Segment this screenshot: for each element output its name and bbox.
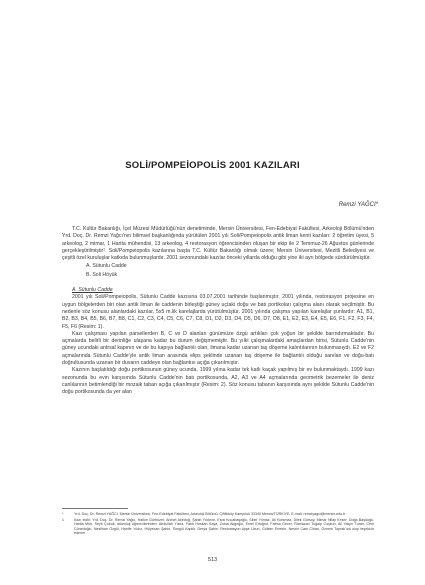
body-text bbox=[62, 226, 374, 397]
footnote-mark: * bbox=[62, 512, 64, 516]
footnotes bbox=[62, 512, 374, 537]
author-name: Remzi YAĞCI* bbox=[338, 202, 378, 208]
footnote-mark: 1 bbox=[62, 517, 64, 522]
footnote bbox=[62, 518, 374, 536]
list-item: B. Soli Höyük bbox=[86, 271, 118, 278]
paragraph: Kazı çalışması yapılan parsellerden B, C ve D alanları günümüze özgü artıkları çok yoğun bir şekilde barındırmaktadır. Bu açmalarda belirli bir derinliğe ulaşana kadar bu durum değişmemiştir. Bu yılki çalışmalardaki amaçlardan birisi, Sütunlu Cadde'nin güney ucundaki antrsal kapının ve de bu kapıya bağlantılı olan, limana kadar uzanan taş döşeme kalıntılarının bulunmasıydı. E2 ve F2 açmalarında Sütunlu Cadde'yle antik liman arasında elips şeklinde uzanan taş döşeme ile bağlantılı olduğu sanılan ve doğu-batı doğrultusunda uzanan bir duvarın caddeye olan bağlantısı açığa çıkarılmıştır. bbox=[62, 330, 374, 367]
list-item: A. Sütunlu Cadde bbox=[86, 263, 127, 270]
footnote-text: Yrd. Doç. Dr. Remzi YAĞCI, Mersin Üniversitesi, Fen-Edebiyat Fakültesi, Arkeoloji Bölümü, Çiftlikköy Kampüsü 33340 Mersin/TÜRKİYE. E-mail: remziyagci@mersin.edu.tr bbox=[74, 512, 346, 516]
page-title: SOLİ/POMPEİOPOLİS 2001 KAZILARI bbox=[125, 160, 300, 171]
paragraph: T.C. Kültür Bakanlığı, İçel Müzesi Müdürlüğü'nün denetiminde, Mersin Üniversitesi, Fen-Edebiyat Fakültesi, Arkeoloji Bölümü'nden Yrd. Doç. Dr. Remzi Yağcı'nın bilimsel başkanlığında yürütülen 2001 yılı Soli/Pompeiopolis antik liman kenti kazıları: 2 öğretim üyesi, 5 arkeolog, 2 mimar, 1 Harita mühendisi, 13 arkeolog, 4 restorasyon öğrencisinden oluşan bir ekip ile 2 Temmuz-26 Ağustos günlerinde gerçekleştirilmiştir¹. Soli/Pompeiopolis kazılarına başta T.C. Kültür Bakanlığı olmak üzere; Mersin Üniversitesi, Mezitli Belediyesi ve çeşitli özel kuruluşlar katkıda bulunmuşlardır. 2001 sezonundaki kazılar önceki yıllarda olduğu gibi yine iki ayrı bölgede sürdürülmüştür. bbox=[62, 226, 374, 262]
footnote-text: Kazı ekibi: Yrd. Doç. Dr. Remzi Yağcı, Hatice Gürbüzer, Ahmet Akedoğ, Şahin Yıldırım, Esra Kocabaşoğlu, Sibel Yılmaz, Ali Korkmaz, Dilek Gürsoy, Mimar Nilay Keser, Doğa Başdoğu, Harita Müh. Seyit Çubuk, arkeoloji öğrencilerinden: Abdullah Yıldız, Fatih Hoskan Kaya, Zuhal Akgoğlu, Emel Ertuğrul, Fatma Gecer, Ramazan Tuğalp Coşkun, Ali Yalçın Turan, Cem Cünedoğlu, Neslihan Özgül, Hanife Yıldız, Hülyecan Şahin, Simgül Kaplık, Derya Şahin. Restorasyon Ayşe Uzun, Gülsen Ertekin, Nesrin Cam Cihan, Öznem Toprak'ıza olup teşekkür ederim. bbox=[74, 517, 374, 536]
footnote-divider bbox=[62, 508, 128, 509]
paragraph: Kazının başlatıldığı doğu portikosunun güney ucunda, 1999 yılına kadar tek katlı kaçak yapılmış bir ev bulunmaktaydı. 1999 kazı sezonunda bu evin karşısında Sütunlu Cadde'nin batı portikosunda, A2, A3 ve A4 açmalarında geometrik bezemeler ile deniz canlılarının betimlendiği bir mozaik taban açığa çıkarılmıştır (Resim: 2). Söz konusu tabanın karşısında aynı şekilde Sütunlu Cadde'nin doğu portikosunda da yer alan bbox=[62, 367, 374, 396]
paragraph: 2001 yılı Soli/Pompeiopolis, Sütunlu Cadde kazısına 03.07.2001 tarihinde başlanmıştır. 2001 yılında, restorasyon projesine en uygun bölgelerden biri olan antik liman ile caddenin birleştiği güney uçtaki doğu ve batı portikoları çalışma alanı olarak seçilmiştir. Bu nedenle söz konusu alanlardaki kazılar, 5x5 m.lik karelajlarda yürütülmüştür. 2001 yılında çalışma yapılan karelajlar şunlardır: A1, B1, B2, B3, B4, B5, B6, B7, B8, C1, C2, C3, C4, C5, C6, C7, C8, D1, D2, D3, D4, D5, D6, D7, D8, E1, E2, E3, E4, E5, E6, F1, F2, F3, F4, F5, F6 (Resim: 1). bbox=[62, 294, 374, 330]
section-heading: A. Sütunlu Cadde bbox=[72, 287, 113, 294]
footnote bbox=[62, 512, 374, 517]
page-number: 513 bbox=[207, 557, 218, 563]
